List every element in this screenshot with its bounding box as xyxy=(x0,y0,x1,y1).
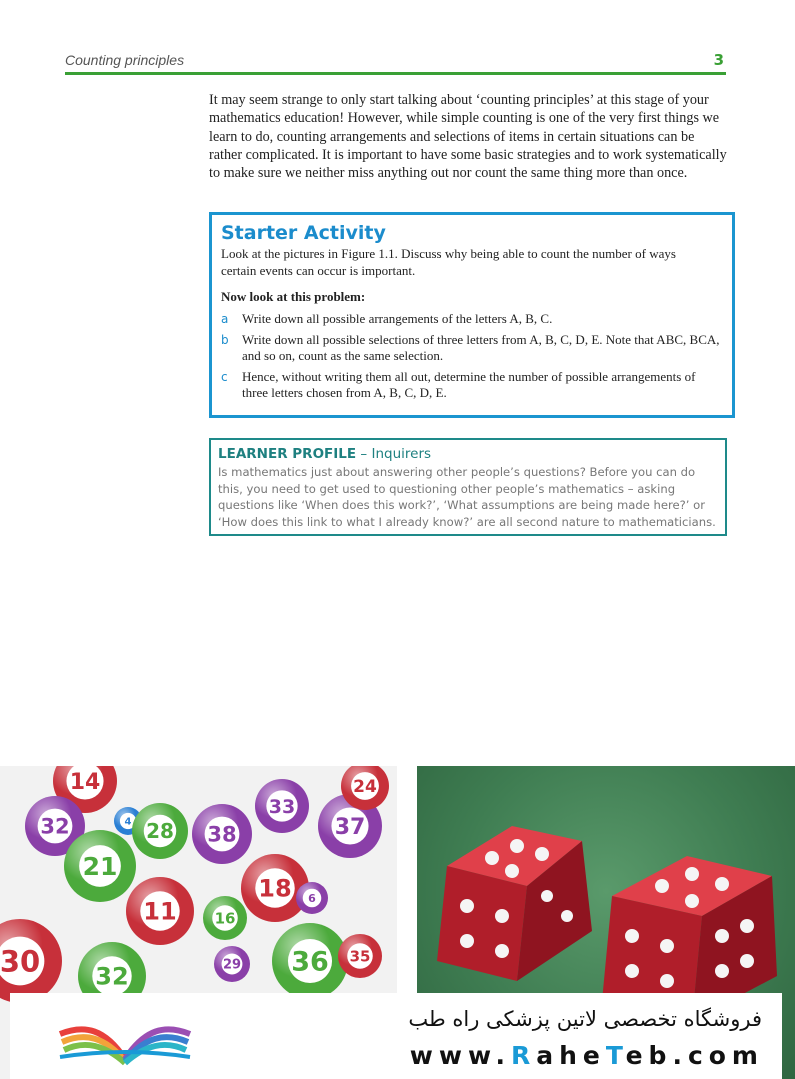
question-item-b xyxy=(221,332,722,365)
svg-text:16: 16 xyxy=(214,909,236,928)
svg-text:33: 33 xyxy=(268,795,296,818)
svg-text:30: 30 xyxy=(0,944,41,979)
lottery-ball xyxy=(64,830,136,902)
question-item-c xyxy=(221,369,722,402)
svg-text:35: 35 xyxy=(349,947,371,966)
svg-text:32: 32 xyxy=(40,814,70,839)
starter-problem-heading: Now look at this problem: xyxy=(221,289,366,304)
svg-text:32: 32 xyxy=(95,962,129,991)
svg-text:28: 28 xyxy=(146,819,174,843)
svg-text:6: 6 xyxy=(308,892,316,905)
question-text: Write down all possible selections of three letters from A, B, C, D, E. Note that ABC, BCA, and so on, count as the same selection. xyxy=(242,331,720,363)
lottery-ball xyxy=(296,882,328,914)
svg-text:38: 38 xyxy=(207,822,237,847)
lottery-ball xyxy=(126,877,194,945)
question-label: c xyxy=(221,369,228,384)
lottery-ball xyxy=(203,896,247,940)
intro-paragraph: It may seem strange to only start talking about ‘counting principles’ at this stage of your mathematics education! However, while simple counting is one of the very first things we learn to do, counting arrangements and selections of items in certain situations can be rather complicated. It is important to have some basic strategies and to work systematically to make sure we neither miss anything out nor count the same thing more than once. xyxy=(209,92,727,182)
svg-text:11: 11 xyxy=(143,897,177,926)
watermark-persian-text: فروشگاه تخصصی لاتین پزشکی راه طب xyxy=(408,1007,762,1031)
svg-text:37: 37 xyxy=(334,815,366,840)
open-book-logo-icon xyxy=(50,999,200,1079)
svg-text:21: 21 xyxy=(82,852,118,881)
learner-profile-box xyxy=(209,438,727,536)
svg-text:29: 29 xyxy=(222,957,242,973)
watermark-url: www.RaheTeb.com xyxy=(409,1041,764,1070)
starter-activity-box xyxy=(209,212,735,418)
chapter-title: Counting principles xyxy=(65,52,185,68)
lottery-ball xyxy=(214,946,250,982)
svg-text:36: 36 xyxy=(291,946,329,978)
learner-profile-body: Is mathematics just about answering other people’s questions? Before you can do this, you need to get used to questioning other people’s mathematics – asking questions like ‘When does this work?’, ‘What assumptions are being made here?’ or ‘How does this link to what I already know?’ are all second nature to mathematicians. xyxy=(218,465,716,529)
svg-text:4: 4 xyxy=(124,816,132,828)
page-number: 3 xyxy=(713,51,724,69)
red-die-left xyxy=(437,826,592,981)
lottery-ball xyxy=(192,804,252,864)
question-text: Write down all possible arrangements of the letters A, B, C. xyxy=(242,311,553,326)
svg-text:24: 24 xyxy=(353,777,377,797)
learner-profile-title: LEARNER PROFILE – Inquirers xyxy=(218,446,432,462)
watermark-banner xyxy=(10,993,782,1079)
lottery-ball xyxy=(338,934,382,978)
lottery-ball xyxy=(241,854,309,922)
lottery-ball xyxy=(255,779,309,833)
lottery-ball xyxy=(272,923,348,999)
question-text: Hence, without writing them all out, determine the number of possible arrangements of three letters chosen from A, B, C, D, E. xyxy=(242,368,696,400)
page-header xyxy=(65,51,726,73)
svg-text:14: 14 xyxy=(69,770,101,795)
question-item-a xyxy=(221,311,722,328)
header-rule xyxy=(65,72,726,75)
svg-text:18: 18 xyxy=(258,874,292,903)
starter-lead-text: Look at the pictures in Figure 1.1. Discuss why being able to count the number of ways certain events can occur is important. xyxy=(221,246,676,278)
question-label: b xyxy=(221,332,229,347)
lottery-ball xyxy=(132,803,188,859)
question-label: a xyxy=(221,312,229,326)
starter-activity-title: Starter Activity xyxy=(221,222,386,244)
